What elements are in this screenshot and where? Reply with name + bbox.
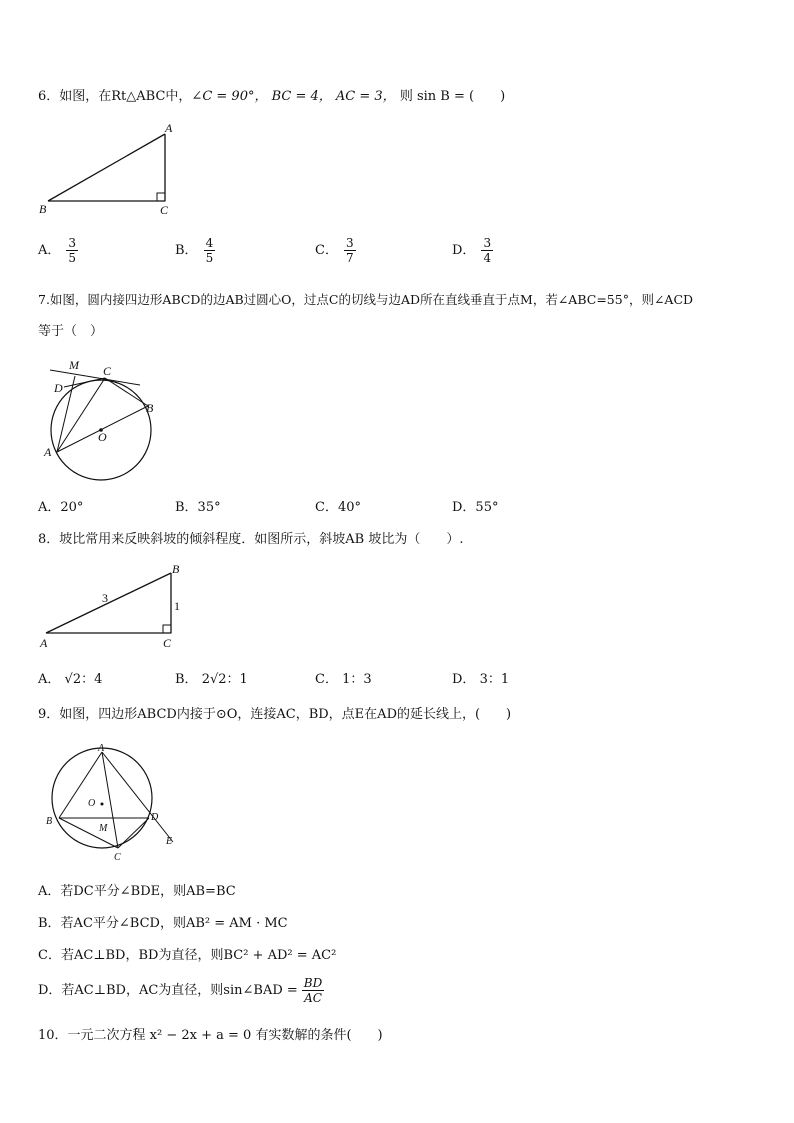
- q9-label-e: E: [166, 836, 173, 847]
- q9-option-a: A．若DC平分∠BDE，则AB=BC: [38, 884, 236, 899]
- q6-option-c: C． $\frac{3}{7}$: [315, 236, 354, 265]
- q8-option-b: B． 2√2：1: [175, 672, 248, 687]
- q7-option-c: C．40°: [315, 500, 361, 515]
- q9-option-d: D．若AC⊥BD，AC为直径，则sin∠BAD = $\frac{BD}{AC}$: [38, 976, 323, 1005]
- q6-label-a: A: [165, 121, 173, 135]
- q7-option-a: A．20°: [38, 500, 84, 515]
- q9-label-c: C: [114, 852, 121, 863]
- q7-label-c: C: [103, 364, 112, 378]
- q7-label-a: A: [44, 445, 52, 459]
- q7-label-o: O: [98, 430, 107, 444]
- q7-label-m: M: [69, 358, 79, 372]
- q6-label-c: C: [160, 203, 169, 217]
- q8-stem: 8．坡比常用来反映斜坡的倾斜程度．如图所示，斜坡AB 坡比为（ ）.: [38, 532, 464, 547]
- q9-label-a: A: [98, 743, 105, 754]
- q9-option-c: C．若AC⊥BD，BD为直径，则BC² + AD² = AC²: [38, 948, 337, 963]
- q9-circle-figure: [36, 740, 186, 865]
- q8-slope-figure: [36, 560, 186, 655]
- q8-label-a: A: [40, 636, 48, 650]
- q7-option-d: D．55°: [452, 500, 499, 515]
- q8-length-bc: 1: [174, 599, 180, 613]
- q9-stem: 9．如图，四边形ABCD内接于⊙O，连接AC，BD，点E在AD的延长线上，( ): [38, 707, 512, 722]
- q9-label-m: M: [99, 823, 108, 834]
- q6-stem: 6．如图，在Rt△ABC中，∠C = 90°， BC = 4， AC = 3， 则 sin B = ( ): [38, 89, 506, 104]
- q6-option-b: B． $\frac{4}{5}$: [175, 236, 214, 265]
- q9-label-o: O: [88, 798, 96, 809]
- q8-label-c: C: [163, 636, 172, 650]
- q7-label-b: B: [146, 401, 154, 415]
- q7-stem-line1: 7.如图，圆内接四边形ABCD的边AB过圆心O，过点C的切线与边AD所在直线垂直于点M，若∠ABC=55°，则∠ACD: [38, 292, 694, 307]
- q10-stem: 10．一元二次方程 x² − 2x + a = 0 有实数解的条件( ): [38, 1028, 383, 1043]
- q7-circle-figure: [36, 355, 161, 485]
- q9-option-b: B．若AC平分∠BCD，则AB² = AM · MC: [38, 916, 288, 931]
- q7-stem-line2: 等于（ ）: [38, 324, 104, 339]
- q6-triangle-figure: [30, 118, 190, 218]
- q7-option-b: B．35°: [175, 500, 221, 515]
- q9-label-d: D: [151, 812, 159, 823]
- q8-label-b: B: [172, 562, 180, 576]
- q8-option-a: A． √2：4: [38, 672, 103, 687]
- q9-label-b: B: [46, 816, 53, 827]
- q6-option-d: D． $\frac{3}{4}$: [452, 236, 492, 265]
- q8-length-ab: 3: [102, 591, 108, 605]
- q8-option-d: D． 3：1: [452, 672, 510, 687]
- q8-option-c: C． 1：3: [315, 672, 372, 687]
- q6-option-a: A． $\frac{3}{5}$: [38, 236, 77, 265]
- q7-label-d: D: [54, 381, 63, 395]
- q6-label-b: B: [39, 202, 47, 216]
